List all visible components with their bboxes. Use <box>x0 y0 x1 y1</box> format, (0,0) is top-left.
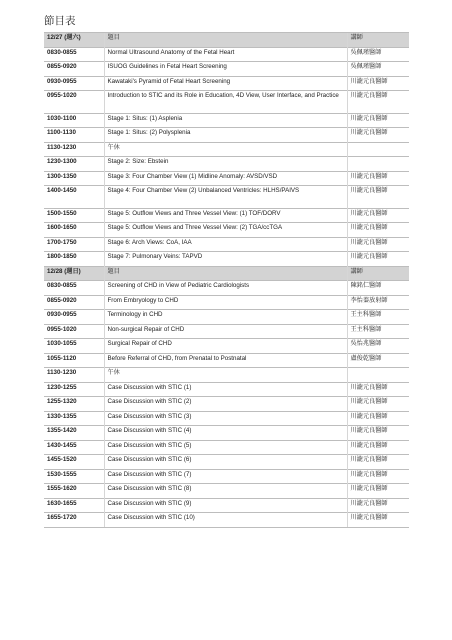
table-row <box>44 484 409 499</box>
topic-cell: Stage 1: Situs: (1) Asplenia <box>104 113 347 128</box>
speaker-cell: 川瀧元良醫師 <box>347 128 409 143</box>
topic-cell: Non-surgical Repair of CHD <box>104 324 347 339</box>
topic-cell: Terminology in CHD <box>104 310 347 325</box>
speaker-cell: 王主科醫師 <box>347 324 409 339</box>
page-title: 節目表 <box>44 15 76 27</box>
speaker-cell: 川瀧元良醫師 <box>347 484 409 499</box>
speaker-cell: 川瀧元良醫師 <box>347 252 409 267</box>
speaker-cell: 吳佩瑾醫師 <box>347 62 409 77</box>
topic-cell: Case Discussion with STIC (8) <box>104 484 347 499</box>
speaker-cell: 川瀧元良醫師 <box>347 208 409 223</box>
time-cell: 1100-1130 <box>44 128 104 143</box>
speaker-cell: 川瀧元良醫師 <box>347 498 409 513</box>
topic-cell: From Embryology to CHD <box>104 295 347 310</box>
topic-cell: Stage 7: Pulmonary Veins: TAPVD <box>104 252 347 267</box>
table-row <box>44 186 409 209</box>
speaker-cell <box>347 157 409 172</box>
table-row <box>44 171 409 186</box>
speaker-cell <box>347 368 409 383</box>
topic-cell: Stage 3: Four Chamber View (1) Midline Anomaly: AVSD/VSD <box>104 171 347 186</box>
speaker-cell: 吳佩瑾醫師 <box>347 47 409 62</box>
table-row <box>44 76 409 91</box>
speaker-cell: 川瀧元良醫師 <box>347 440 409 455</box>
time-cell: 0830-0855 <box>44 281 104 296</box>
time-cell: 1455-1520 <box>44 455 104 470</box>
topic-cell: ISUOG Guidelines in Fetal Heart Screening <box>104 62 347 77</box>
topic-header-cell: 題目 <box>104 266 347 281</box>
table-row <box>44 353 409 368</box>
time-cell: 1300-1350 <box>44 171 104 186</box>
time-cell: 1555-1620 <box>44 484 104 499</box>
speaker-cell: 陳銘仁醫師 <box>347 281 409 296</box>
table-row <box>44 498 409 513</box>
time-cell: 1600-1650 <box>44 223 104 238</box>
time-cell: 1130-1230 <box>44 368 104 383</box>
speaker-cell: 川瀧元良醫師 <box>347 513 409 528</box>
day-header-row <box>44 33 409 48</box>
time-cell: 0930-0955 <box>44 76 104 91</box>
time-cell: 1400-1450 <box>44 186 104 209</box>
speaker-cell: 川瀧元良醫師 <box>347 171 409 186</box>
time-cell: 0930-0955 <box>44 310 104 325</box>
topic-cell: Before Referral of CHD, from Prenatal to Postnatal <box>104 353 347 368</box>
table-row <box>44 281 409 296</box>
speaker-cell: 川瀧元良醫師 <box>347 469 409 484</box>
time-cell: 0955-1020 <box>44 91 104 114</box>
topic-cell: Case Discussion with STIC (9) <box>104 498 347 513</box>
table-row <box>44 208 409 223</box>
topic-cell: Normal Ultrasound Anatomy of the Fetal Heart <box>104 47 347 62</box>
speaker-cell: 川瀧元良醫師 <box>347 113 409 128</box>
time-cell: 1530-1555 <box>44 469 104 484</box>
table-row <box>44 469 409 484</box>
time-cell: 1330-1355 <box>44 411 104 426</box>
time-cell: 1230-1255 <box>44 382 104 397</box>
speaker-header-cell: 講師 <box>347 33 409 48</box>
topic-cell: Case Discussion with STIC (1) <box>104 382 347 397</box>
time-cell: 1130-1230 <box>44 142 104 157</box>
topic-cell: Kawataki's Pyramid of Fetal Heart Screening <box>104 76 347 91</box>
speaker-cell: 川瀧元良醫師 <box>347 426 409 441</box>
table-row <box>44 113 409 128</box>
table-row <box>44 128 409 143</box>
topic-cell: Stage 2: Size: Ebstein <box>104 157 347 172</box>
table-row <box>44 310 409 325</box>
speaker-cell: 川瀧元良醫師 <box>347 455 409 470</box>
topic-cell: Stage 5: Outflow Views and Three Vessel View: (1) TOF/DORV <box>104 208 347 223</box>
topic-cell: Case Discussion with STIC (2) <box>104 397 347 412</box>
day-date-cell: 12/28 (週日) <box>44 266 104 281</box>
day-date-cell: 12/27 (週六) <box>44 33 104 48</box>
topic-cell: Stage 5: Outflow Views and Three Vessel View: (2) TGA/ccTGA <box>104 223 347 238</box>
table-row <box>44 513 409 528</box>
topic-cell: Stage 1: Situs: (2) Polysplenia <box>104 128 347 143</box>
table-row <box>44 411 409 426</box>
table-row <box>44 455 409 470</box>
time-cell: 1655-1720 <box>44 513 104 528</box>
time-cell: 1630-1655 <box>44 498 104 513</box>
speaker-cell: 王主科醫師 <box>347 310 409 325</box>
topic-cell: Case Discussion with STIC (3) <box>104 411 347 426</box>
schedule-table <box>44 32 409 528</box>
time-cell: 1800-1850 <box>44 252 104 267</box>
topic-cell: Surgical Repair of CHD <box>104 339 347 354</box>
topic-cell: 午休 <box>104 142 347 157</box>
table-row <box>44 142 409 157</box>
time-cell: 1030-1100 <box>44 113 104 128</box>
table-row <box>44 368 409 383</box>
table-row <box>44 295 409 310</box>
topic-cell: Stage 4: Four Chamber View (2) Unbalanced Ventricles: HLHS/PAIVS <box>104 186 347 209</box>
time-cell: 1430-1455 <box>44 440 104 455</box>
time-cell: 1700-1750 <box>44 237 104 252</box>
table-row <box>44 62 409 77</box>
topic-cell: Case Discussion with STIC (4) <box>104 426 347 441</box>
table-row <box>44 324 409 339</box>
table-row <box>44 426 409 441</box>
topic-cell: Introduction to STIC and its Role in Education, 4D View, User Interface, and Practice <box>104 91 347 114</box>
table-row <box>44 252 409 267</box>
topic-cell: Case Discussion with STIC (10) <box>104 513 347 528</box>
speaker-cell: 川瀧元良醫師 <box>347 186 409 209</box>
time-cell: 1255-1320 <box>44 397 104 412</box>
day-header-row <box>44 266 409 281</box>
time-cell: 0830-0855 <box>44 47 104 62</box>
speaker-cell: 川瀧元良醫師 <box>347 397 409 412</box>
topic-cell: Stage 6: Arch Views: CoA, IAA <box>104 237 347 252</box>
speaker-cell: 川瀧元良醫師 <box>347 237 409 252</box>
table-row <box>44 339 409 354</box>
speaker-cell: 川瀧元良醫師 <box>347 382 409 397</box>
table-row <box>44 440 409 455</box>
topic-cell: Screening of CHD in View of Pediatric Cardiologists <box>104 281 347 296</box>
table-row <box>44 397 409 412</box>
speaker-cell: 盧俊乾醫師 <box>347 353 409 368</box>
time-cell: 1355-1420 <box>44 426 104 441</box>
speaker-header-cell: 講師 <box>347 266 409 281</box>
topic-header-cell: 題目 <box>104 33 347 48</box>
table-row <box>44 157 409 172</box>
topic-cell: Case Discussion with STIC (7) <box>104 469 347 484</box>
topic-cell: Case Discussion with STIC (6) <box>104 455 347 470</box>
time-cell: 1500-1550 <box>44 208 104 223</box>
time-cell: 1055-1120 <box>44 353 104 368</box>
speaker-cell: 川瀧元良醫師 <box>347 411 409 426</box>
speaker-cell: 吳怡兆醫師 <box>347 339 409 354</box>
table-row <box>44 237 409 252</box>
topic-cell: Case Discussion with STIC (5) <box>104 440 347 455</box>
time-cell: 0855-0920 <box>44 62 104 77</box>
table-row <box>44 223 409 238</box>
time-cell: 1030-1055 <box>44 339 104 354</box>
table-row <box>44 91 409 114</box>
speaker-cell: 李怡蓁放射師 <box>347 295 409 310</box>
time-cell: 1230-1300 <box>44 157 104 172</box>
time-cell: 0855-0920 <box>44 295 104 310</box>
speaker-cell <box>347 142 409 157</box>
speaker-cell: 川瀧元良醫師 <box>347 223 409 238</box>
speaker-cell: 川瀧元良醫師 <box>347 76 409 91</box>
speaker-cell: 川瀧元良醫師 <box>347 91 409 114</box>
topic-cell: 午休 <box>104 368 347 383</box>
table-row <box>44 382 409 397</box>
table-row <box>44 47 409 62</box>
time-cell: 0955-1020 <box>44 324 104 339</box>
